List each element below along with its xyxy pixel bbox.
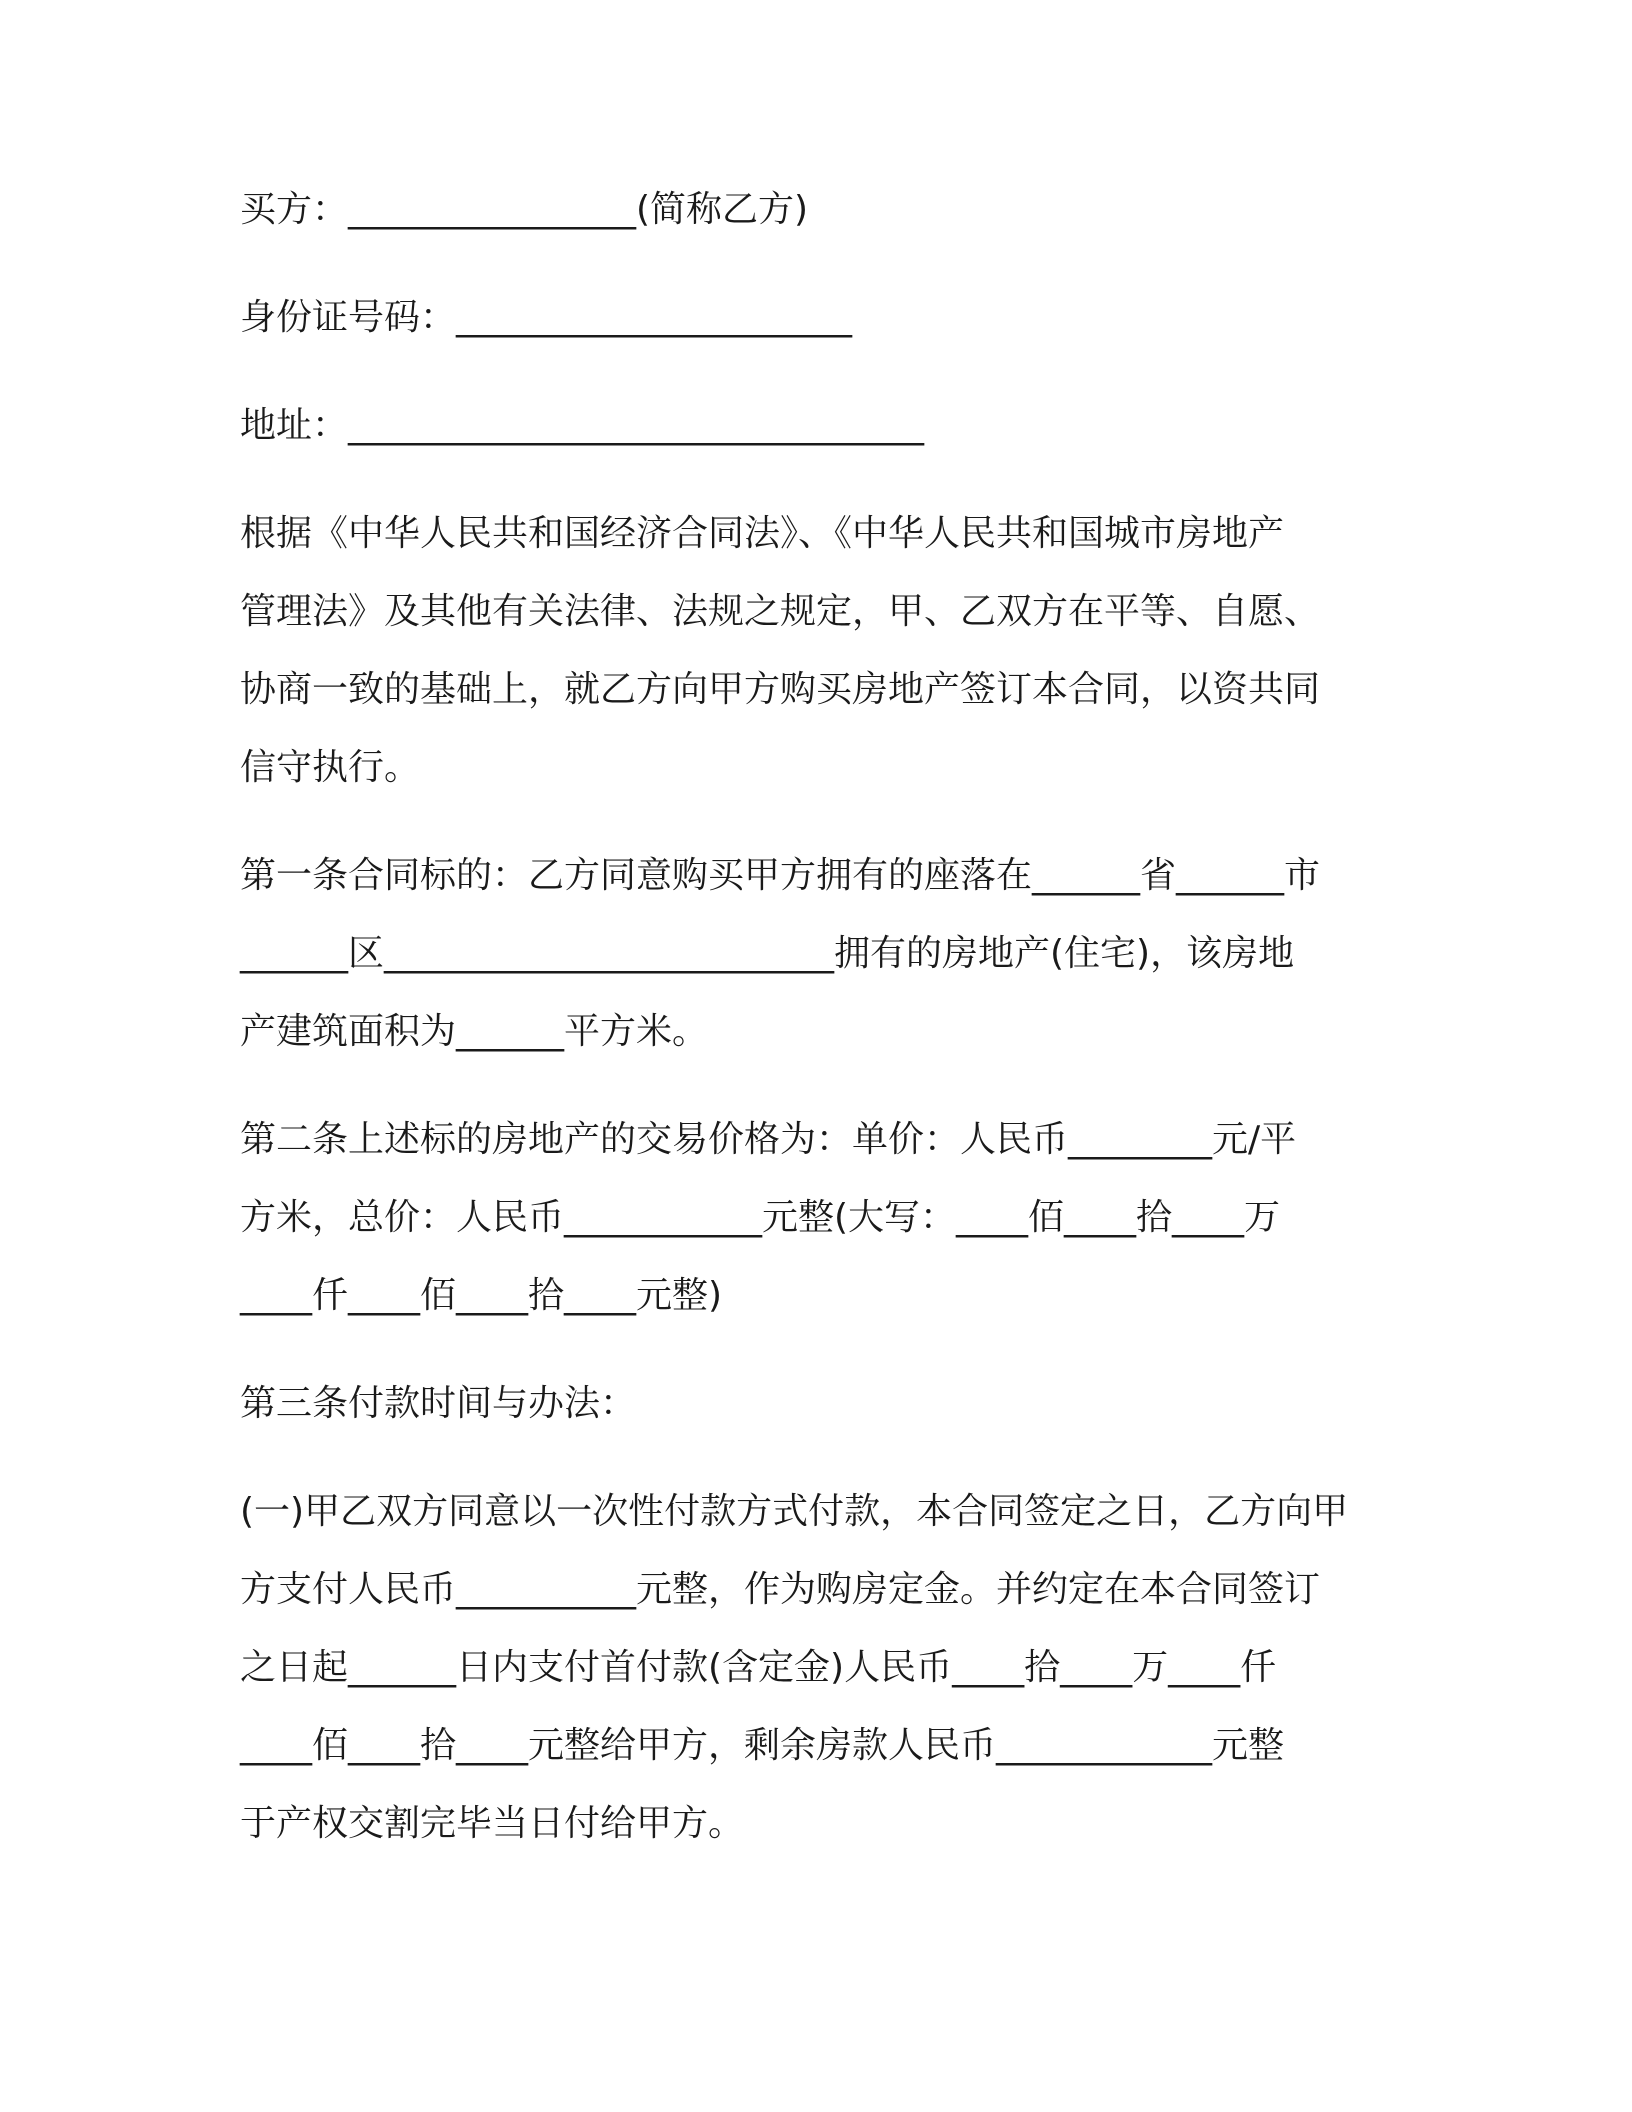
article-3-item-1-paragraph [240,1492,1400,1844]
article-2-line: 方米，总价：人民币___________元整(大写：____佰____拾____万 [240,1197,1281,1238]
id-number-line: 身份证号码：______________________ [240,297,853,338]
address-field [240,406,1400,446]
article-3-item-1-line: 于产权交割完毕当日付给甲方。 [240,1803,745,1844]
article-2-line: ____仟____佰____拾____元整) [240,1275,723,1316]
article-3-title: 第三条付款时间与办法： [240,1383,637,1424]
id-number-field [240,298,1400,338]
article-2-line: 第二条上述标的房地产的交易价格为：单价：人民币________元/平 [240,1119,1297,1160]
address-line: 地址：________________________________ [240,405,925,446]
article-3-item-1-line: ____佰____拾____元整给甲方，剩余房款人民币____________元整 [240,1725,1285,1766]
article-1-line: 第一条合同标的：乙方同意购买甲方拥有的座落在______省______市 [240,855,1321,896]
article-1-line: 产建筑面积为______平方米。 [240,1011,709,1052]
article-3-item-1-line: (一)甲乙双方同意以一次性付款方式付款，本合同签定之日，乙方向甲 [240,1491,1349,1532]
preamble-paragraph [240,514,1400,788]
buyer-field [240,190,1400,230]
article-1-paragraph [240,856,1400,1052]
preamble-line: 信守执行。 [240,747,421,788]
article-3-item-1-line: 方支付人民币__________元整，作为购房定金。并约定在本合同签订 [240,1569,1321,1610]
article-3-item-1-line: 之日起______日内支付首付款(含定金)人民币____拾____万____仟 [240,1647,1277,1688]
buyer-line: 买方：________________(简称乙方) [240,189,809,230]
article-3-heading [240,1384,1400,1424]
preamble-line: 根据《中华人民共和国经济合同法》、《中华人民共和国城市房地产 [240,513,1285,554]
document-body [240,190,1400,1844]
article-1-line: ______区_________________________拥有的房地产(住宅)，该房地 [240,933,1295,974]
preamble-line: 管理法》及其他有关法律、法规之规定，甲、乙双方在平等、自愿、 [240,591,1321,632]
article-2-paragraph [240,1120,1400,1316]
preamble-line: 协商一致的基础上，就乙方向甲方购买房地产签订本合同，以资共同 [240,669,1321,710]
